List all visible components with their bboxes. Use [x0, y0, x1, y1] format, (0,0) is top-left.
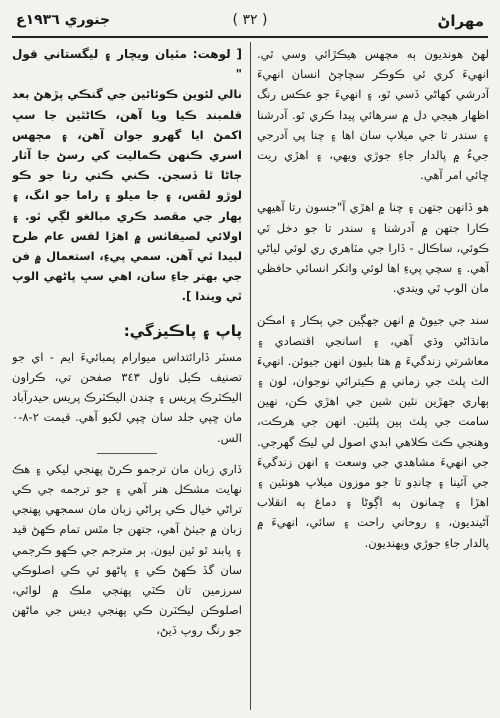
- issue-date: جنوري ١٩٣٦ع: [16, 12, 111, 28]
- section-heading: پاپ ۽ پاڪيزگي:: [123, 321, 242, 340]
- editor-note-body: نالي لئوين ڪوئائين جي گنڪي پڙهڻ بعد قلمبند ڪيا ويا آهن، ڪاڻٿين جا سڀ اکمڻ ايا گهرو جوان آهن، ۽ مڄھس اسري ڪنهن ڪماليت کي رسڻ جا آثار ڄاڻا ٿا ڏسجن. ڪني ڪتي رتا جو ڪو لوڙو لڦس، ۽ جا ميلو ۽ راما جو انگ، ۽ ٻهار جي مقصد ڪري مبالغو لڳي ٿو. ۽ اولائي لصيفاٺس ۾ اهڙا لفس عام طرح لبيدا ٿي آهن. سمي پيءِ، استعمال ۾ فن جي بهتر جاءِ سان، اهي سڀ پاڻهي الوپ ٿي ويندا ].: [12, 87, 242, 304]
- paragraph: ڏاري زبان مان ترجمو ڪرڻ پهنجي ليکي ۽ هڪ نهايت مشڪل هنر آهي ۽ جو ترجمه جي ڪي تراڻي خيال ڪي ٻراڻي زبان مان سمجهي پهنجي زبان ۾ جيٺڻ آهي، جتهن جا مٿس تمام ڪهڻ قيد ۽ پابند ٿو ٿين ليون. ٻر مترجم جي ڪهو ڪرجمي سان گڏ ڪهڻ ڪي ۽ پاڻهو ئي ڪي اصلوڪي سرزمين تان ڪٽي پهنجي ملڪ ۾ لوائي، اصلوڪن ليڪٽرن ڪي پهنجي ڊيس جي ماڻهن جو رنگ روپ ڏيڻ،: [12, 461, 242, 638]
- column-divider: [250, 42, 251, 710]
- magazine-title: مهراڻ: [437, 12, 484, 30]
- paragraph: لهڻ هونديون ٻه مچھس هيڪڙائي وسي ٿي. انهيءَ کري ئي ڪوڪر سچاڄڻ انسان انهيءَ آدرشي کهاڻي ڏسي ٿو، ۽ انهيءَ جو عڪس رنگ اظهار هيجي دل ۾ سرهائي پيدا ڪري ٿو. آدرشنا ۽ سندر تا جي ميلاپ سان اها ۽ چنا پي آدرجي جيءُ ۾ پالدار جاءِ جوڙي ويهي، ۽ اهڙي ريت ڇائي امر آهي.: [257, 47, 489, 183]
- page-header: [12, 8, 488, 38]
- page-number: ( ٣٢ ): [232, 12, 268, 28]
- right-column: [257, 44, 489, 710]
- editor-note-title: [ لوھت: مٿيان ويچار ۽ ليگستاني قول ": [12, 47, 242, 82]
- paragraph: سند جي جيوڻ ۾ انهن جهڳين جي ٻڪار ۽ امڪن مانڌاڻي وڌي آهي، ۽ اسانجي اقتصادي ۽ معاشرتي زندگيءَ ۾ هتا بليون انهن جيوئن. انهيءَ الٽ پلٽ جي زماني ۾ ڪيترائي نوجوان، لون ۽ ٻهاري جهڙين نئين شين جي اهڙي ڪن، نهين سامت جي پلٽ ٻين پلٽين. انهن جي هرڪت، وهنجي ڪٽ ڪلاهي ابدي اصول لي ليڪ گهرجي. جي انهيءَ مشاهدي جي وسعت ۽ انهن زندگيءَ جي آئينا ۽ چانڊو تا جو موزون ميلاپ هونئين ۽ اهڙا ۽ ڇمانون ٻه اڳوڻا ۽ دماغ ٻه انقلاب آڻينديون، ۽ روحاني راحت ۽ سائي، انهيءَ ۾ پالدار جاءِ جوڙي ويهنديون.: [257, 313, 489, 550]
- left-column: [12, 44, 242, 710]
- paragraph: هو ڏانهن جتهن ۽ چنا ۾ اهڙي آ"جسون رتا آهيھي ڪارا جتهن ۾ آدرشنا ۽ سندر تا جو دخل ٿي ڪوئي، ساڪال - ڏارا جي مٽاهري ري لوئي لياڻي آهي. ۽ سچي پيءِ اها لوئي واتکر انسائي حافظي مان الوپ ٿي ويندي.: [257, 200, 489, 296]
- header-divider: [12, 36, 488, 38]
- book-details: مسٽر ڏارائتداس ميوارام پمبائيءَ ايم - اي جو تصنيف ڪيل ناول ٣٤٣ صفحن تي، ڪراون اليڪٽرڪ پريس ۽ چندن اليڪٽرڪ پريس حيدرآباد مان ڇپي جلد سان ڇپي لکيو آهي. قيمت ٢-٨-٠ الس.: [12, 349, 242, 445]
- editor-note: [12, 44, 242, 307]
- section-separator: [97, 453, 157, 454]
